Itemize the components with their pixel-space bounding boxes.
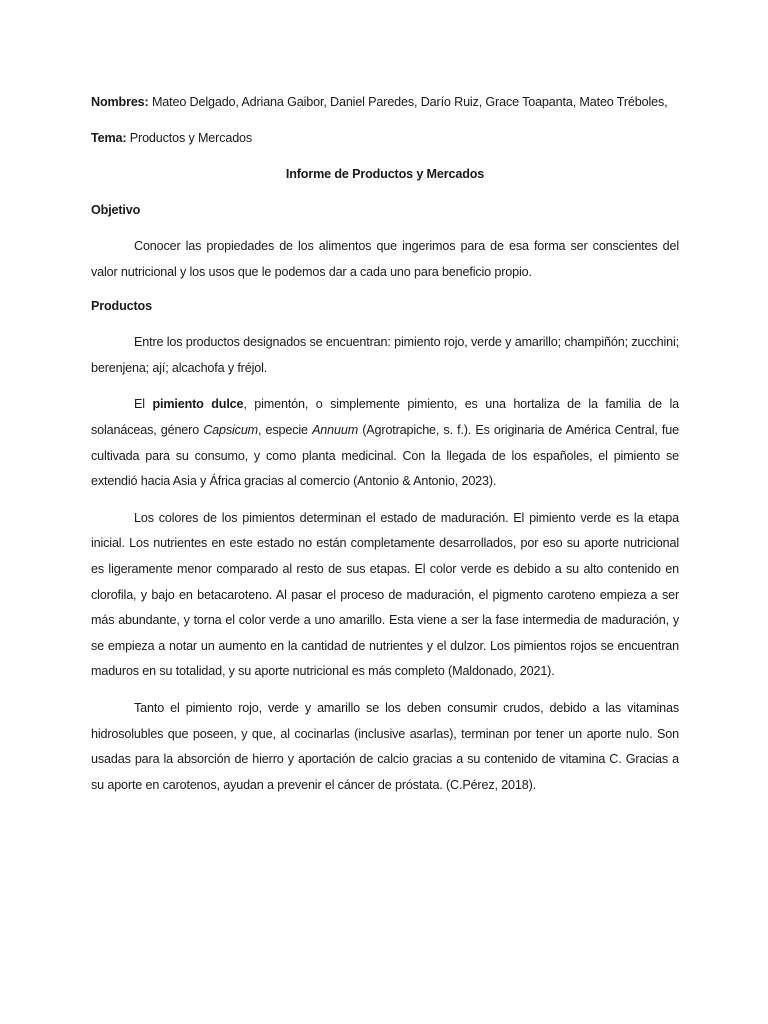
pimiento-text-1: El [134,397,153,412]
genus-name: Capsicum [203,422,259,437]
nombres-line [91,92,679,112]
pimiento-text-4: (Agrotrapiche, s. f.). Es originaria de América Central, fue cultivada para su consumo, y como planta medicinal. Con la llegada de los españoles, el pimiento se extendió hacia Asia y África gracias al comercio (Antonio & Antonio, 2023). [91,422,679,489]
productos-paragraph: Entre los productos designados se encuentran: pimiento rojo, verde y amarillo; champiñón; zucchini; berenjena; ají; alcachofa y fréjol. [91,335,679,375]
pimiento-paragraph [91,392,679,494]
document-title: Informe de Productos y Mercados [285,167,485,181]
tema-label: Tema: [91,131,127,145]
document-page [91,92,679,809]
tema-line [91,128,679,148]
species-name: Annuum [312,422,359,437]
pimiento-term: pimiento dulce [152,397,244,412]
objetivo-heading: Objetivo [91,203,141,217]
tema-value: Productos y Mercados [126,131,253,145]
productos-heading: Productos [91,299,152,314]
colores-paragraph: Los colores de los pimientos determinan el estado de maduración. El pimiento verde es la etapa inicial. Los nutrientes en este estado no están completamente desarrollados, por eso su aporte nutricional es ligeramente menor comparado al resto de sus etapas. El color verde es debido a su alto contenido en clorofila, y bajo en betacaroteno. Al pasar el proceso de maduración, el pigmento caroteno empieza a ser más abundante, y torna el color verde a uno amarillo. Esta viene a ser la fase intermedia de maduración, y se empieza a notar un aumento en la cantidad de nutrientes y el dulzor. Los pimientos rojos se encuentran maduros en su totalidad, y su aporte nutricional es más completo (Maldonado, 2021). [91,510,679,679]
objetivo-paragraph: Conocer las propiedades de los alimentos que ingerimos para de esa forma ser conscientes del valor nutricional y los usos que le podemos dar a cada uno para beneficio propio. [91,239,679,279]
consumo-paragraph: Tanto el pimiento rojo, verde y amarillo se los deben consumir crudos, debido a las vitaminas hidrosolubles que poseen, y que, al cocinarlas (inclusive asarlas), terminan por tener un aporte nulo. Son usadas para la absorción de hierro y aportación de calcio gracias a su contenido de vitamina C. Gracias a su aporte en carotenos, ayudan a prevenir el cáncer de próstata. (C.Pérez, 2018). [91,700,679,792]
nombres-label: Nombres: [91,95,149,109]
pimiento-text-3: , especie [258,422,313,437]
nombres-value: Mateo Delgado, Adriana Gaibor, Daniel Paredes, Darío Ruiz, Grace Toapanta, Mateo Tréboles, [148,95,668,109]
pimiento-text-2: , pimentón, o simplemente pimiento, es una hortaliza de la familia de la solanáceas, género [91,397,680,437]
